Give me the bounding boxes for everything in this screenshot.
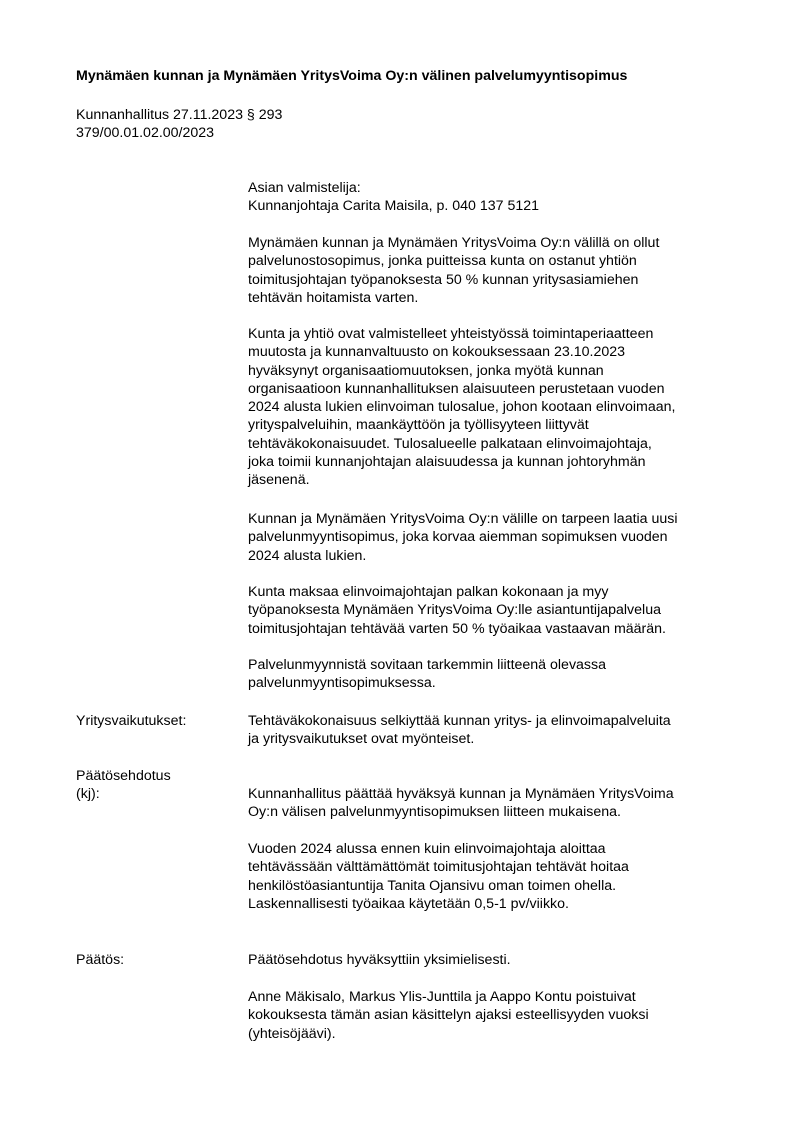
record-number: 379/00.01.02.00/2023 <box>76 125 215 141</box>
text-line: Kunnanhallitus päättää hyväksyä kunnan ja Mynämäen YritysVoima <box>248 786 674 802</box>
text-line: palvelunostosopimus, jonka puitteissa kunta on ostanut yhtiön <box>248 253 637 270</box>
text-line: (yhteisöjäävi). <box>248 1025 336 1042</box>
text-line: joka toimii kunnanjohtajan alaisuudessa ja kunnan johtoryhmän <box>248 454 646 471</box>
text-line: 2024 alusta lukien elinvoiman tulosalue, johon kootaan elinvoimaan, <box>248 399 676 416</box>
text-line: muutosta ja kunnanvaltuusto on kokouksessaan 23.10.2023 <box>248 344 626 361</box>
preparer-heading: Asian valmistelija: <box>248 180 361 196</box>
text-line: ja yritysvaikutukset ovat myönteiset. <box>248 731 475 748</box>
text-line: Kunta maksaa elinvoimajohtajan palkan kokonaan ja myy <box>248 584 609 600</box>
text-line: jäsenenä. <box>248 472 310 489</box>
text-line: Palvelunmyynnistä sovitaan tarkemmin liitteenä olevassa <box>248 657 607 673</box>
text-line: Tehtäväkokonaisuus selkiyttää kunnan yritys- ja elinvoimapalveluita <box>248 713 671 729</box>
text-line: Mynämäen kunnan ja Mynämäen YritysVoima Oy:n välillä on ollut <box>248 235 660 251</box>
text-line: Päätösehdotus hyväksyttiin yksimielisesti. <box>248 952 511 968</box>
text-line: yrityspalveluihin, maankäyttöön ja työllisyyteen liittyvät <box>248 417 589 434</box>
paragraph-background <box>248 234 659 307</box>
text-line: toimitusjohtajan tehtävää varten 50 % työaikaa vastaavan määrän. <box>248 620 666 637</box>
text-line: Vuoden 2024 alussa ennen kuin elinvoimajohtaja aloittaa <box>248 841 606 857</box>
proposal-text <box>248 785 674 822</box>
document-title: Mynämäen kunnan ja Mynämäen YritysVoima Oy:n välinen palvelumyyntisopimus <box>76 68 628 84</box>
decision-text <box>248 951 511 969</box>
text-line: työpanoksesta Mynämäen YritysVoima Oy:lle asiantuntijapalvelua <box>248 602 661 619</box>
preparer-contact: Kunnanjohtaja Carita Maisila, p. 040 137 5121 <box>248 198 540 215</box>
proposal-label-line: (kj): <box>76 786 100 803</box>
paragraph-attachment-note <box>248 656 606 693</box>
business-impact-text <box>248 712 671 749</box>
text-line: palvelunmyyntisopimuksessa. <box>248 675 436 692</box>
preparer-block <box>248 179 539 216</box>
proposal-label <box>76 767 171 804</box>
text-line: Kunta ja yhtiö ovat valmistelleet yhteistyössä toimintaperiaatteen <box>248 326 654 342</box>
text-line: palvelunmyyntisopimus, joka korvaa aiemman sopimuksen vuoden <box>248 529 668 546</box>
text-line: tehtäväkokonaisuudet. Tulosalueelle palkataan elinvoimajohtaja, <box>248 435 652 452</box>
text-line: organisaatioon kunnanhallituksen alaisuuteen perustetaan vuoden <box>248 380 665 397</box>
meeting-body-date-section: Kunnanhallitus 27.11.2023 § 293 <box>76 107 283 123</box>
text-line: Oy:n välisen palvelunmyyntisopimuksen liitteen mukaisena. <box>248 804 621 821</box>
text-line: tehtävässään välttämättömät toimitusjohtajan tehtävät hoitaa <box>248 859 629 876</box>
text-line: Anne Mäkisalo, Markus Ylis-Junttila ja Aappo Kontu poistuivat <box>248 989 636 1005</box>
text-line: kokouksesta tämän asian käsittelyn ajaksi esteellisyyden vuoksi <box>248 1007 649 1024</box>
business-impact-label: Yritysvaikutukset: <box>76 713 187 729</box>
text-line: tehtävän hoitamista varten. <box>248 289 419 306</box>
text-line: hyväksynyt organisaatiomuutoksen, jonka myötä kunnan <box>248 362 604 379</box>
paragraph-organisation-change <box>248 325 676 490</box>
decision-recusal-text <box>248 988 649 1043</box>
text-line: 2024 alusta lukien. <box>248 547 367 564</box>
text-line: Kunnan ja Mynämäen YritysVoima Oy:n välille on tarpeen laatia uusi <box>248 511 678 527</box>
proposal-label-line: Päätösehdotus <box>76 768 171 784</box>
paragraph-new-agreement <box>248 510 678 565</box>
paragraph-payment <box>248 583 666 638</box>
proposal-extra-text <box>248 840 629 913</box>
text-line: Laskennallisesti työaikaa käytetään 0,5-1 pv/viikko. <box>248 895 569 912</box>
decision-label: Päätös: <box>76 952 125 968</box>
text-line: henkilöstöasiantuntija Tanita Ojansivu oman toimen ohella. <box>248 877 617 894</box>
text-line: toimitusjohtajan työpanoksesta 50 % kunnan yritysasiamiehen <box>248 271 639 288</box>
meeting-metadata <box>76 106 282 142</box>
